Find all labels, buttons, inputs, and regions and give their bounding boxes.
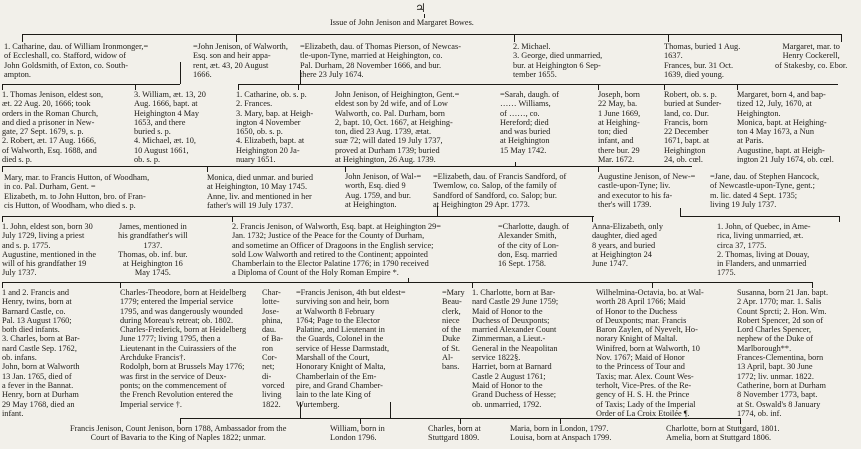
entry-sarah-williams: =Sarah, daugh. of …… Williams, of ……, co. Hereford; died and was buried at Heighington 15 May 1742. [500, 90, 560, 155]
entry-charlotte-harriet: 1. Charlotte, born at Bar- nard Castle 29 June 1759; Maid of Honor to the Duchess of Deuxponts; married Alexander Count Zimmerman, a Lieut.- General in the Neapolitan service 1822§. Harriet, born at Barnard Castle 2 August 1761; Maid of Honor to the Grand Duchess of Hesse; ob. unmarried, 1792. [472, 288, 559, 409]
entry-francis-jenison-heir: =Francis Jenison, 4th but eldest= surviving son and heir, born at Walworth 8 February 1764; Page to the Elector Palatine, and Lieutenant in the Guards, Colonel in the service of Hesse Darmstadt, Marshall of the Court, Honorary Knight of Malta, Chamberlain of the Em- pire, and Grand Chamber- lain to the late King of Wurtemberg. [296, 288, 406, 409]
entry-mary-elizabeth-hutton: Mary, mar. to Francis Hutton, of Woodham, in co. Pal. Durham, Gent. = Elizabeth, m. to John Hutton, bro. of Fran- cis Hutton, of Woodham, who died s. p. [4, 173, 150, 210]
entry-catharine-ironmonger: 1. Catharine, dau. of William Ironmonger,= of Eccleshall, co. Stafford, widow of John Goldsmith, of Exton, co. South- ampton. [4, 42, 149, 79]
entry-jane-hancock: =Jane, dau. of Stephen Hancock, of Newcastle-upon-Tyne, gent.; m. lic. dated 4 Sept. 1735; living 19 July 1737. [710, 172, 820, 209]
entry-catharine-frances-mary-elizabeth: 1. Catharine, ob. s. p. 2. Frances. 3. Mary, bap. at Heigh- ington 4 November 1650, ob. s. p. 4. Elizabeth, bapt. at Heighington 20 Ja- nuary 1651. [236, 90, 314, 165]
pedigree-title: Issue of John Jenison and Margaret Bowes. [330, 18, 474, 27]
entry-charles-theodore-frederick-rodolph: Charles-Theodore, born at Heidelberg 1779; entered the Imperial service 1795, and was dangerously wounded during Moreau's retreat; ob. 1802. Charles-Frederick, born at Heidelberg June 1777; living 1795, then a Lieutenant in the Cuirassiers of the Archduke Francis†. Rodolph, born at Brussels May 1776; was first in the service of Deux- ponts; on the commencement of the French Revolution entered the Imperial service †. [120, 288, 247, 409]
entry-thomas-frances: Thomas, buried 1 Aug. 1637. Frances, bur. 31 Oct. 1639, died young. [664, 42, 741, 79]
entry-charlotte-josephina: Char- lotte- Jose- phina, dau. of Ba- ron Cor- net; di- vorced living 1822. [262, 288, 285, 409]
entry-elizabeth-pierson: =Elizabeth, dau. of Thomas Pierson, of Newcas- tle-upon-Tyne, married at Heighington, co. Pal. Durham, 28 November 1666, and bur. there 23 July 1674. [300, 42, 461, 79]
entry-michael-george: 2. Michael. 3. George, died unmarried, bur. at Heighington 6 Sep- tember 1655. [513, 42, 603, 79]
entry-charlotte-amelia: Charlotte, born at Stuttgard, 1801. Amelia, born at Stuttgard 1806. [666, 424, 780, 443]
entry-monica-anne: Monica, died unmar. and buried at Heighington, 10 May 1745. Anne, liv. and mentioned in her father's will 19 July 1737. [207, 173, 313, 210]
entry-anna-elizabeth: Anna-Elizabeth, only daughter, died aged 8 years, and buried at Heighington 24 June 1747. [592, 222, 663, 269]
entry-john-jenison-heighington: John Jenison, of Heighington, Gent.= eldest son by 2d wife, and of Low Walworth, co. Pal. Durham, born 2, bapt. 10, Oct. 1667, at Heighing- ton, died 23 Aug. 1739, ætat. suæ 72; will dated 19 July 1737, proved at Durham 1739; buried at Heighington, 26 Aug. 1739. [335, 90, 460, 165]
entry-mary-beauclerk: =Mary Beau- clerk, niece of the Duke of St. Al- bans. [442, 288, 465, 372]
entry-francis-count-jenison: Francis Jenison, Count Jenison, born 1788, Ambassador from the Court of Bavaria to the King of Naples 1822; unmar. [70, 424, 287, 443]
entry-wilhelmina-winifred: Wilhelmina-Octavia, bo. at Wal- worth 28 April 1766; Maid of Honor to the Duchess of Deuxponts; mar. Francis Baron Zaylen, of Nyevelt, Ho- norary Knight of Malta‖. Winifred, born at Walworth, 10 Nov. 1767; Maid of Honor to the Princess of Tour and Taxis; mar. Alex. Count Wes- terholt, Vice-Pres. of the Re- gency of H. S. H. the Prince of Taxis; Lady of the Imperial Order of La Croix Etoilée ¶. [596, 288, 704, 418]
entry-joseph: Joseph, born 22 May, ba. 1 June 1669, at Heighing- ton; died infant, and there bur. 29 Mar. 1672. [598, 90, 641, 165]
entry-susanna-frances-catherine: Susanna, born 21 Jan. bapt. 2 Apr. 1770; mar. 1. Salis Count Sprcti; 2. Hon. Wm. Robert Spencer, 2d son of Lord Charles Spencer, nephew of the Duke of Marlborough**. Frances-Clementina, born 13 April, bapt. 30 June 1772; liv. unmar. 1822. Catherine, born at Durham 8 November 1773, bapt. at St. Oswald's 8 January 1774, ob. inf. [737, 288, 829, 418]
entry-john-augustine: 1. John, eldest son, born 30 July 1729, living a priest and s. p. 1775. Augustine, mentioned in the will of his grandfather 19 July 1737. [2, 222, 97, 278]
entry-charlotte-smith: =Charlotte, daugh. of Alexander Smith, of the city of Lon- don, Esq. married 16 Sept. 1758. [498, 222, 570, 269]
entry-james-thomas: James, mentioned in his grandfather's will 1737. Thomas, ob. inf. bur. at Heighington 16 May 1745. [118, 222, 188, 278]
entry-william-michael: 3. William, æt. 13, 20 Aug. 1666, bapt. at Heighington 4 May 1653, and there buried s. p. 4. Michael, æt. 10, 10 August 1661, ob. s. p. [134, 90, 206, 165]
entry-charles-stuttgard: Charles, born at Stuttgard 1809. [428, 424, 481, 443]
entry-thomas-robert: 1. Thomas Jenison, eldest son, æt. 22 Aug. 20, 1666; took orders in the Roman Church, and died a prisoner in New- gate, 27 Sept. 1679, s. p. 2. Robert, æt. 17 Aug. 1666, of Walworth, Esq. 1688, and died s. p. [2, 90, 104, 165]
entry-francis-henry-charles-john-henry: 1 and 2. Francis and Henry, twins, born at Barnard Castle, co. Pal. 13 August 1760; both died infants. 3. Charles, born at Bar- nard Castle Sep. 1762, ob. infans. John, born at Walworth 13 Jan. 1765, died of a fever in the Bannat. Henry, born at Durham 29 May 1768, died an infant. [2, 288, 80, 418]
entry-john-of-quebec-thomas: 1. John, of Quebec, in Ame- rica, living unmarried, æt. circa 37, 1775. 2. Thomas, living at Douay, in Flanders, and unmarried 1775. [717, 222, 811, 278]
entry-maria-louisa: Maria, born in London, 1797. Louisa, born at Anspach 1799. [510, 424, 612, 443]
entry-john-jenison-walworth: =John Jenison, of Walworth, Esq. son and heir appa- rent, æt. 43, 20 August 1666. [193, 42, 288, 79]
entry-john-jenison-walworth-esq: John Jenison, of Wal-= worth, Esq. died 9 Aug. 1759, and bur. at Heighington. [345, 172, 422, 209]
entry-augustine-jenison: Augustine Jenison, of New-= castle-upon-Tyne; liv. and executor to his fa- ther's will 1739. [598, 172, 696, 209]
entry-elizabeth-sandford: =Elizabeth, dau. of Francis Sandford, of Twemlow, co. Salop, of the family of Sandford of Sandford, co. Salop; bur. at Heighington 29 Apr. 1773. [433, 172, 567, 209]
entry-francis-jenison: 2. Francis Jenison, of Walworth, Esq. bapt. at Heighington 29= Jan. 1732; Justice of the Peace for the County of Durham, and sometime an Officer of Dragoons in the English service; sold Low Walworth and retired to the Continent; appointed Chamberlain to the Elector Palatine 1776; in 1790 received a Diploma of Count of the Holy Roman Empire *. [232, 222, 441, 278]
astrological-sign-icon: ♃ [415, 1, 426, 15]
entry-robert-francis: Robert, ob. s. p. buried at Sunder- land, co. Dur. Francis, born 22 December 1671, bapt. at Heighington 24, ob. cœl. [664, 90, 722, 165]
entry-margaret-monica-augustine: Margaret, born 4, and bap- tized 12, July, 1670, at Heighington. Monica, bapt. at Heighing- ton 4 May 1673, a Nun at Paris. Augustine, bapt. at Heigh- ington 21 July 1674, ob. cœl. [737, 90, 834, 165]
entry-william-london: William, born in London 1796. [330, 424, 385, 443]
entry-margaret-cockerell: Margaret, mar. to Henry Cockerell, of Stakesby, co. Ebor. [775, 42, 848, 70]
